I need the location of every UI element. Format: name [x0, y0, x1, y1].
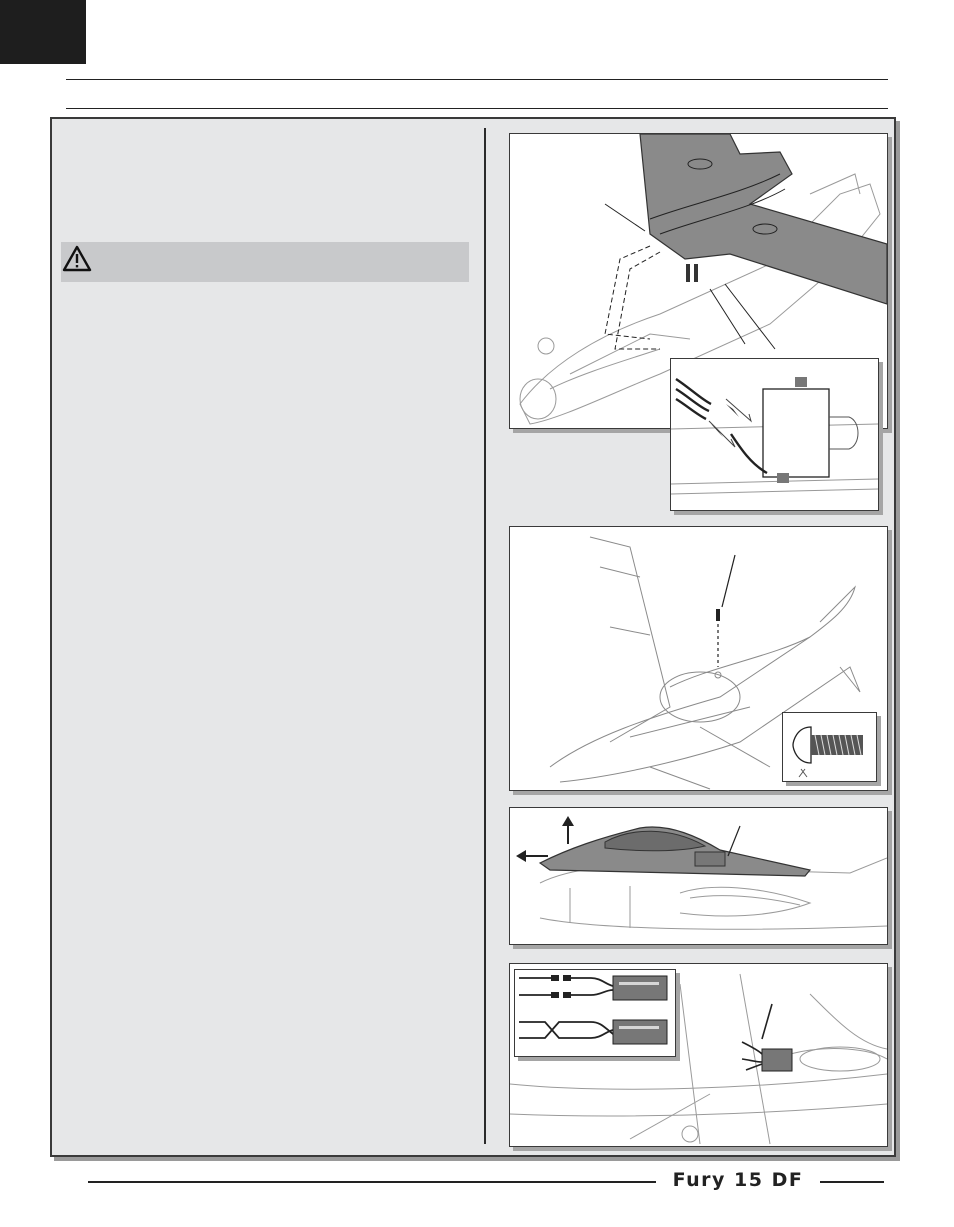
page-corner-tab: [0, 0, 86, 64]
screw-detail-inset: [782, 712, 877, 782]
footer-product-title: Fury 15 DF: [672, 1169, 804, 1191]
footer-rule-left: [88, 1181, 656, 1183]
warning-triangle-icon: [61, 244, 93, 274]
header-rule-top: [66, 79, 888, 80]
column-divider: [484, 128, 486, 1144]
screw-icon: [783, 713, 876, 781]
warning-bar: [61, 242, 469, 282]
receiver-wiring-inset: [514, 969, 676, 1057]
footer-rule-right: [820, 1181, 884, 1183]
canopy-removal-figure: [509, 807, 888, 945]
servo-connection-inset: [670, 358, 879, 511]
header-rule-bottom: [66, 108, 888, 109]
